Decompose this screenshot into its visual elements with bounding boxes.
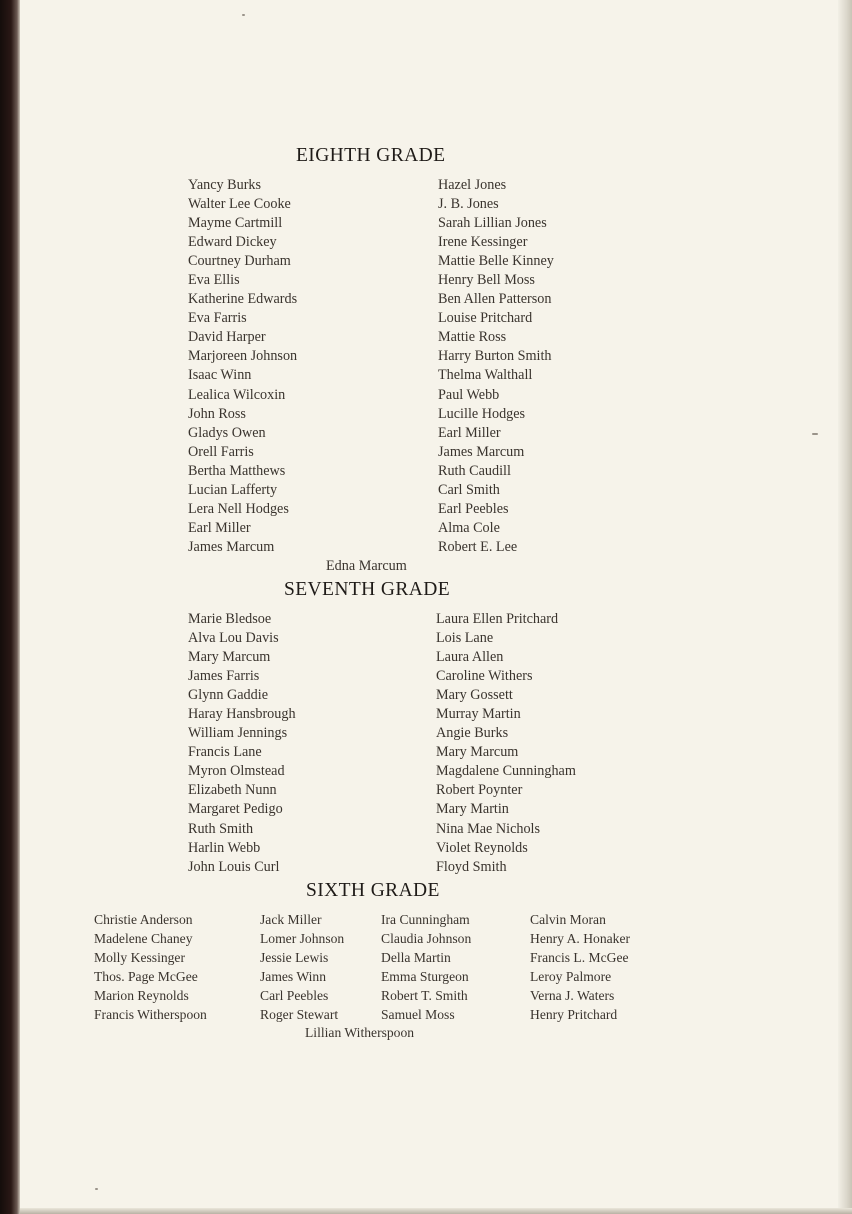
student-name: Earl Peebles [438, 500, 509, 517]
student-name: Lucille Hodges [438, 405, 526, 422]
student-name: Ben Allen Patterson [438, 291, 552, 308]
student-name: Laura Ellen Pritchard [436, 611, 559, 627]
student-name: Marion Reynolds [94, 988, 189, 1004]
student-name: Mayme Cartmill [188, 215, 283, 232]
student-name: Murray Martin [436, 706, 521, 723]
student-name: Elizabeth Nunn [188, 782, 277, 799]
seventh-grade-right-column [436, 610, 576, 877]
student-name: Lealica Wilcoxin [188, 386, 286, 403]
student-name: Louise Pritchard [438, 310, 533, 327]
sixth-grade-column-2 [260, 910, 344, 1025]
student-name: Robert T. Smith [381, 988, 468, 1004]
student-name: Nina Mae Nichols [436, 820, 541, 837]
student-name: Molly Kessinger [94, 950, 185, 966]
student-name: Yancy Burks [188, 177, 262, 193]
student-name: Laura Allen [436, 649, 504, 666]
sixth-grade-column-1 [94, 910, 207, 1025]
student-name: Walter Lee Cooke [188, 196, 291, 213]
student-name: Myron Olmstead [188, 763, 285, 780]
student-name: Angie Burks [436, 725, 509, 742]
student-name: Bertha Matthews [188, 462, 286, 479]
sixth-grade-extra-name: Lillian Witherspoon [305, 1025, 415, 1040]
student-name: Harlin Webb [188, 839, 261, 856]
student-name: Edward Dickey [188, 234, 277, 251]
student-name: J. B. Jones [438, 196, 499, 213]
student-name: Mary Martin [436, 801, 509, 818]
student-name: Isaac Winn [188, 367, 252, 384]
student-name: Christie Anderson [94, 912, 193, 927]
student-name: Glynn Gaddie [188, 687, 268, 704]
eighth-grade-extra-name: Edna Marcum [326, 558, 407, 574]
student-name: Carl Peebles [260, 988, 329, 1004]
student-name: Marie Bledsoe [188, 611, 272, 627]
student-name: Gladys Owen [188, 424, 266, 441]
student-name: Jack Miller [260, 912, 322, 927]
student-name: Francis Lane [188, 744, 262, 761]
student-name: Earl Miller [188, 519, 251, 536]
student-name: Alva Lou Davis [188, 630, 279, 647]
sixth-grade-column-3 [381, 910, 471, 1025]
student-name: James Winn [260, 969, 327, 985]
student-name: Henry Pritchard [530, 1007, 618, 1023]
paper-speck [242, 14, 245, 16]
student-name: Claudia Johnson [381, 931, 472, 947]
student-name: Samuel Moss [381, 1007, 455, 1023]
student-name: Haray Hansbrough [188, 706, 296, 723]
student-name: Margaret Pedigo [188, 801, 283, 818]
student-name: Thelma Walthall [438, 367, 533, 384]
student-name: William Jennings [188, 725, 288, 742]
student-name: Eva Ellis [188, 272, 240, 289]
student-name: Thos. Page McGee [94, 969, 198, 985]
student-name: Ira Cunningham [381, 912, 470, 927]
student-name: Sarah Lillian Jones [438, 215, 547, 232]
student-name: Francis L. McGee [530, 950, 629, 966]
sixth-grade-heading: SIXTH GRADE [306, 880, 440, 901]
seventh-grade-left-column [188, 610, 296, 877]
student-name: Courtney Durham [188, 253, 291, 270]
student-name: Jessie Lewis [260, 950, 329, 966]
student-name: Earl Miller [438, 424, 501, 441]
book-spine-shadow [0, 0, 20, 1214]
student-name: Paul Webb [438, 386, 500, 403]
student-name: Marjoreen Johnson [188, 348, 298, 365]
student-name: Henry Bell Moss [438, 272, 535, 289]
student-name: Calvin Moran [530, 912, 606, 927]
student-name: Lucian Lafferty [188, 481, 278, 498]
student-name: Leroy Palmore [530, 969, 612, 985]
student-name: James Farris [188, 668, 260, 685]
student-name: Robert Poynter [436, 782, 523, 799]
student-name: Verna J. Waters [530, 988, 615, 1004]
student-name: Magdalene Cunningham [436, 763, 576, 780]
student-name: Violet Reynolds [436, 839, 528, 856]
page-right-edge [838, 0, 852, 1214]
student-name: Mattie Ross [438, 329, 507, 346]
student-name: Ruth Caudill [438, 462, 511, 479]
student-name: Mary Marcum [436, 744, 519, 761]
student-name: John Louis Curl [188, 858, 280, 875]
student-name: Floyd Smith [436, 858, 507, 875]
paper-speck [812, 433, 818, 435]
seventh-grade-heading: SEVENTH GRADE [284, 579, 451, 600]
student-name: Mattie Belle Kinney [438, 253, 554, 270]
paper-speck [95, 1188, 98, 1190]
student-name: Irene Kessinger [438, 234, 528, 251]
student-name: Francis Witherspoon [94, 1007, 207, 1023]
student-name: Roger Stewart [260, 1007, 339, 1023]
student-name: Alma Cole [438, 519, 500, 536]
student-name: Mary Gossett [436, 687, 513, 704]
eighth-grade-right-column [438, 176, 554, 557]
page-bottom-edge [20, 1208, 852, 1214]
student-name: Madelene Chaney [94, 931, 193, 947]
student-name: Katherine Edwards [188, 291, 298, 308]
student-name: Henry A. Honaker [530, 931, 631, 947]
student-name: Mary Marcum [188, 649, 271, 666]
eighth-grade-left-column [188, 176, 297, 557]
student-name: Emma Sturgeon [381, 969, 469, 985]
student-name: Harry Burton Smith [438, 348, 552, 365]
student-name: Lomer Johnson [260, 931, 345, 947]
student-name: James Marcum [188, 538, 275, 555]
student-name: Caroline Withers [436, 668, 533, 685]
student-name: Carl Smith [438, 481, 500, 498]
student-name: Ruth Smith [188, 820, 254, 837]
student-name: John Ross [188, 405, 246, 422]
student-name: Della Martin [381, 950, 451, 966]
student-name: Lera Nell Hodges [188, 500, 289, 517]
student-name: Eva Farris [188, 310, 247, 327]
student-name: Lois Lane [436, 630, 494, 647]
sixth-grade-column-4 [530, 910, 630, 1025]
student-name: Robert E. Lee [438, 538, 518, 555]
student-name: David Harper [188, 329, 266, 346]
student-name: Orell Farris [188, 443, 254, 460]
student-name: James Marcum [438, 443, 525, 460]
student-name: Hazel Jones [438, 177, 507, 193]
eighth-grade-heading: EIGHTH GRADE [296, 145, 446, 166]
